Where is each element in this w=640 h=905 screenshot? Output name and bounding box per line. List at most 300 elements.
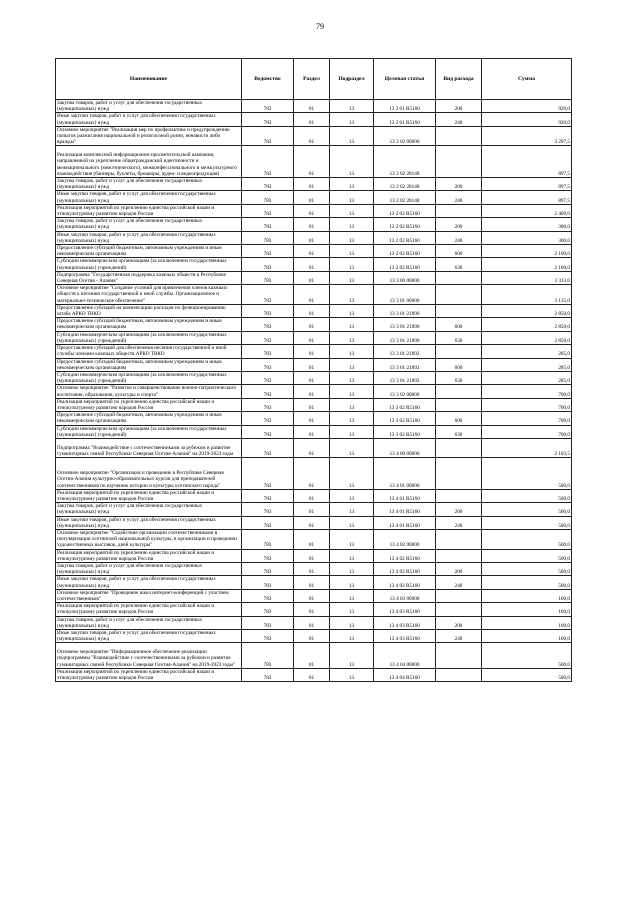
cell-name: Субсидии некоммерческим организациям (за исключением государственных (муниципальных) учреждений) [56,331,242,344]
cell-pr: 13 [330,146,374,178]
cell-rz: 01 [294,603,330,616]
cell-pr: 13 [330,629,374,642]
header-name: Наименование [56,59,242,100]
cell-ved: 783 [242,204,294,217]
cell-name: Основное мероприятие "Создание условий для привлечения членов казачьих обществ к несению государственной и иной службы. Организационное и материально-техническое обеспечение" [56,285,242,305]
cell-vr: 240 [436,113,482,126]
cell-cs: 13 2 01 R5160 [374,100,436,113]
cell-pr: 13 [330,113,374,126]
cell-pr: 13 [330,245,374,258]
table-row [56,126,572,146]
cell-sum: 100,0 [482,629,572,642]
cell-name: Основное мероприятие "Реализация мер по профилактике и предупреждению попыток разжигания национальной и религиозной розни, ненависти либо вражды" [56,126,242,146]
cell-ved: 783 [242,562,294,575]
cell-pr: 13 [330,603,374,616]
cell-pr: 13 [330,516,374,529]
cell-name: Закупка товаров, работ и услуг для обеспечения государственных (муниципальных) нужд [56,616,242,629]
cell-ved: 783 [242,629,294,642]
cell-vr: 630 [436,371,482,384]
cell-cs: 13 3 01 21890 [374,331,436,344]
cell-ved: 783 [242,438,294,457]
cell-ved: 783 [242,304,294,317]
table-row [56,412,572,425]
cell-name: Основное мероприятие "Проведение школ интернет-конференций с участием соотечественников" [56,589,242,602]
cell-ved: 783 [242,218,294,231]
cell-name: Реализация мероприятий по укреплению единства российской нации и этнокультурному развитию народов России [56,603,242,616]
cell-vr: 200 [436,178,482,191]
cell-sum: 2 850,0 [482,318,572,331]
cell-cs: 13 2 02 R5160 [374,231,436,244]
cell-rz: 01 [294,318,330,331]
cell-vr: 600 [436,318,482,331]
cell-vr: 600 [436,245,482,258]
cell-sum: 500,0 [482,503,572,516]
cell-cs: 13 4 02 00000 [374,529,436,549]
cell-ved: 783 [242,178,294,191]
cell-name: Иные закупки товаров, работ и услуг для обеспечения государственных (муниципальных) нужд [56,629,242,642]
cell-cs: 13 3 01 21890 [374,318,436,331]
header-podrazdel: Подраздел [330,59,374,100]
cell-name: Предоставление субсидий бюджетным, автономным учреждениям и иным некоммерческим организациям [56,358,242,371]
cell-cs: 13 3 01 00000 [374,285,436,305]
cell-name: Предоставление субсидий бюджетным, автономным учреждениям и иным некоммерческим организациям [56,245,242,258]
cell-ved: 783 [242,458,294,490]
cell-pr: 13 [330,331,374,344]
cell-rz: 01 [294,529,330,549]
cell-sum: 700,0 [482,385,572,398]
cell-cs: 13 4 02 R5160 [374,549,436,562]
cell-cs: 13 3 01 21890 [374,304,436,317]
cell-rz: 01 [294,178,330,191]
cell-sum: 100,0 [482,589,572,602]
cell-sum: 700,0 [482,412,572,425]
cell-vr [436,204,482,217]
cell-ved: 783 [242,616,294,629]
budget-table [55,58,572,682]
cell-pr: 13 [330,549,374,562]
cell-sum: 700,0 [482,398,572,411]
cell-ved: 783 [242,603,294,616]
cell-pr: 13 [330,258,374,271]
cell-ved: 783 [242,425,294,438]
table-row [56,331,572,344]
cell-cs: 13 4 01 R5160 [374,489,436,502]
table-row [56,218,572,231]
cell-name: Подпрограмма "Взаимодействие с соотечественниками за рубежом и развитие гуманитарных связей Республики Северная Осетия-Алания" на 2019-2023 годы [56,438,242,457]
cell-sum: 500,0 [482,668,572,681]
table-body [56,100,572,682]
cell-rz: 01 [294,438,330,457]
cell-cs: 13 3 01 21892 [374,371,436,384]
cell-sum: 3 333,0 [482,271,572,284]
cell-cs: 13 3 02 R5160 [374,412,436,425]
cell-sum: 500,0 [482,562,572,575]
cell-sum: 920,0 [482,100,572,113]
cell-vr [436,146,482,178]
table-row [56,438,572,457]
cell-rz: 01 [294,126,330,146]
table-row [56,113,572,126]
cell-rz: 01 [294,668,330,681]
cell-cs: 13 4 03 R5160 [374,629,436,642]
cell-cs: 13 4 04 00000 [374,643,436,668]
cell-vr [436,489,482,502]
cell-sum: 285,0 [482,345,572,358]
cell-sum: 3 135,0 [482,285,572,305]
cell-cs: 13 2 02 R5160 [374,218,436,231]
cell-cs: 13 2 02 28148 [374,146,436,178]
cell-sum: 700,0 [482,425,572,438]
cell-name: Субсидии некоммерческим организациям (за исключением государственных (муниципальных) учреждений) [56,425,242,438]
cell-ved: 783 [242,345,294,358]
cell-vr: 240 [436,191,482,204]
table-row [56,489,572,502]
cell-cs: 13 4 01 00000 [374,458,436,490]
cell-vr: 240 [436,576,482,589]
cell-ved: 783 [242,489,294,502]
table-row [56,629,572,642]
cell-vr [436,398,482,411]
cell-ved: 783 [242,191,294,204]
cell-pr: 13 [330,489,374,502]
cell-vr [436,549,482,562]
table-row [56,603,572,616]
cell-sum: 500,0 [482,576,572,589]
table-row [56,271,572,284]
cell-pr: 13 [330,643,374,668]
cell-rz: 01 [294,231,330,244]
cell-name: Субсидии некоммерческим организациям (за исключением государственных (муниципальных) учреждений) [56,371,242,384]
cell-pr: 13 [330,191,374,204]
cell-sum: 897,5 [482,191,572,204]
page-number: 79 [316,22,324,31]
cell-vr [436,345,482,358]
cell-rz: 01 [294,245,330,258]
cell-name: Иные закупки товаров, работ и услуг для обеспечения государственных (муниципальных) нужд [56,113,242,126]
cell-sum: 300,0 [482,218,572,231]
table-row [56,285,572,305]
cell-vr: 600 [436,358,482,371]
header-razdel: Раздел [294,59,330,100]
cell-ved: 783 [242,231,294,244]
cell-ved: 783 [242,285,294,305]
cell-sum: 3 297,5 [482,126,572,146]
cell-vr [436,668,482,681]
cell-vr: 200 [436,218,482,231]
cell-rz: 01 [294,204,330,217]
cell-sum: 100,0 [482,603,572,616]
cell-vr [436,603,482,616]
header-ved: Ведомство [242,59,294,100]
cell-vr [436,458,482,490]
cell-pr: 13 [330,285,374,305]
table-row [56,576,572,589]
table-row [56,100,572,113]
cell-cs: 13 4 01 R5160 [374,516,436,529]
cell-vr [436,271,482,284]
cell-pr: 13 [330,345,374,358]
table-row [56,425,572,438]
cell-rz: 01 [294,643,330,668]
cell-ved: 783 [242,100,294,113]
cell-name: Реализация мероприятий по укреплению единства российской нации и этнокультурному развитию народов России [56,204,242,217]
table-row [56,258,572,271]
cell-ved: 783 [242,371,294,384]
cell-name: Подпрограмма "Государственная поддержка казачьих обществ в Республике Северная Осетия - Алания" [56,271,242,284]
cell-ved: 783 [242,589,294,602]
cell-rz: 01 [294,358,330,371]
cell-vr: 240 [436,629,482,642]
cell-rz: 01 [294,345,330,358]
cell-rz: 01 [294,113,330,126]
cell-vr: 630 [436,331,482,344]
cell-name: Закупка товаров, работ и услуг для обеспечения государственных (муниципальных) нужд [56,562,242,575]
cell-sum: 2 400,0 [482,204,572,217]
cell-pr: 13 [330,218,374,231]
cell-name: Основное мероприятие "Развитие и совершенствование военно-патриотического воспитания, образования, культуры и спорта" [56,385,242,398]
table-row [56,529,572,549]
cell-rz: 01 [294,489,330,502]
cell-sum: 2 103,5 [482,438,572,457]
cell-vr [436,385,482,398]
cell-pr: 13 [330,616,374,629]
cell-rz: 01 [294,425,330,438]
cell-rz: 01 [294,100,330,113]
cell-sum: 2 850,0 [482,304,572,317]
cell-rz: 01 [294,549,330,562]
table-row [56,385,572,398]
cell-pr: 13 [330,385,374,398]
cell-sum: 500,0 [482,549,572,562]
cell-ved: 783 [242,668,294,681]
cell-cs: 13 2 02 28148 [374,191,436,204]
cell-pr: 13 [330,529,374,549]
cell-name: Реализация мероприятий по укреплению единства российской нации и этнокультурному развитию народов России [56,668,242,681]
cell-cs: 13 3 02 R5160 [374,425,436,438]
table-row [56,358,572,371]
cell-name: Реализация мероприятий по укреплению единства российской нации и этнокультурному развитию народов России [56,489,242,502]
cell-rz: 01 [294,385,330,398]
cell-vr: 200 [436,562,482,575]
table-row [56,398,572,411]
cell-vr [436,438,482,457]
cell-pr: 13 [330,271,374,284]
cell-name: Предоставление субсидий бюджетным, автономным учреждениям и иным некоммерческим организациям [56,318,242,331]
cell-sum: 285,0 [482,371,572,384]
cell-name: Предоставление субсидий для обеспечения несения государственной и иной службы членами казачьих обществ АРКО ТВКО [56,345,242,358]
table-row [56,458,572,490]
cell-name: Предоставление субсидий бюджетным, автономным учреждениям и иным некоммерческим организациям [56,412,242,425]
cell-vr [436,126,482,146]
cell-sum: 500,0 [482,489,572,502]
table-row [56,304,572,317]
cell-ved: 783 [242,412,294,425]
cell-rz: 01 [294,371,330,384]
table-row [56,371,572,384]
table-row [56,643,572,668]
cell-name: Реализация комплексной информационно-просветительской кампании, направленной на укрепление общегражданской идентичности и межнационального (межэтнического), межконфессионального и межкультурного взаимодействия (баннеры, буклеты, брошюры, аудио- и видеопродукция) [56,146,242,178]
cell-pr: 13 [330,100,374,113]
header-sum: Сумма [482,59,572,100]
cell-cs: 13 3 00 00000 [374,271,436,284]
cell-ved: 783 [242,318,294,331]
table-row [56,345,572,358]
table-row [56,245,572,258]
cell-pr: 13 [330,412,374,425]
cell-name: Субсидии некоммерческим организациям (за исключением государственных (муниципальных) учреждений) [56,258,242,271]
cell-pr: 13 [330,668,374,681]
cell-rz: 01 [294,629,330,642]
cell-sum: 500,0 [482,516,572,529]
cell-ved: 783 [242,516,294,529]
cell-rz: 01 [294,331,330,344]
cell-rz: 01 [294,191,330,204]
cell-ved: 783 [242,331,294,344]
cell-ved: 783 [242,245,294,258]
cell-cs: 13 3 02 R5160 [374,398,436,411]
table-row [56,589,572,602]
cell-name: Реализация мероприятий по укреплению единства российской нации и этнокультурному развитию народов России [56,549,242,562]
cell-ved: 783 [242,529,294,549]
cell-sum: 897,5 [482,146,572,178]
cell-rz: 01 [294,258,330,271]
cell-cs: 13 4 04 R5160 [374,668,436,681]
cell-rz: 01 [294,516,330,529]
cell-cs: 13 4 02 R5160 [374,576,436,589]
header-cs: Целевая статья [374,59,436,100]
cell-ved: 783 [242,126,294,146]
cell-vr: 200 [436,100,482,113]
cell-ved: 783 [242,398,294,411]
cell-name: Закупка товаров, работ и услуг для обеспечения государственных (муниципальных) нужд [56,218,242,231]
cell-pr: 13 [330,438,374,457]
table-row [56,668,572,681]
cell-name: Основное мероприятие "Содействие организации соотечественниками в популяризации осетинской национальной культуры, в организации и проведении художественных выставок, дней культуры" [56,529,242,549]
table-row [56,191,572,204]
cell-sum: 920,0 [482,113,572,126]
cell-cs: 13 3 01 21892 [374,358,436,371]
cell-ved: 783 [242,576,294,589]
cell-rz: 01 [294,412,330,425]
header-vr: Вид расхода [436,59,482,100]
table-row [56,146,572,178]
cell-sum: 500,0 [482,458,572,490]
cell-name: Иные закупки товаров, работ и услуг для обеспечения государственных (муниципальных) нужд [56,231,242,244]
cell-vr: 200 [436,616,482,629]
cell-sum: 500,0 [482,529,572,549]
cell-pr: 13 [330,358,374,371]
cell-cs: 13 3 02 00000 [374,385,436,398]
table-row [56,549,572,562]
cell-pr: 13 [330,425,374,438]
cell-ved: 783 [242,258,294,271]
cell-rz: 01 [294,146,330,178]
cell-pr: 13 [330,576,374,589]
cell-rz: 01 [294,304,330,317]
cell-cs: 13 2 02 R5160 [374,258,436,271]
cell-cs: 13 4 00 00000 [374,438,436,457]
cell-pr: 13 [330,398,374,411]
cell-sum: 285,0 [482,358,572,371]
cell-pr: 13 [330,204,374,217]
table-row [56,503,572,516]
cell-ved: 783 [242,643,294,668]
cell-vr [436,589,482,602]
cell-rz: 01 [294,218,330,231]
cell-vr: 200 [436,503,482,516]
cell-pr: 13 [330,231,374,244]
cell-rz: 01 [294,503,330,516]
table-row [56,231,572,244]
cell-vr [436,285,482,305]
cell-sum: 897,5 [482,178,572,191]
table-row [56,562,572,575]
table-header-row [56,59,572,100]
cell-cs: 13 4 03 R5160 [374,603,436,616]
cell-ved: 783 [242,358,294,371]
cell-name: Иные закупки товаров, работ и услуг для обеспечения государственных (муниципальных) нужд [56,191,242,204]
cell-name: Закупка товаров, работ и услуг для обеспечения государственных (муниципальных) нужд [56,100,242,113]
cell-name: Основное мероприятие "Организация и проведение в Республике Северная Осетия-Алания культурно-образовательных курсов для преподавателей соотечественников по изучению истории и культуры осетинского народа" [56,458,242,490]
cell-name: Реализация мероприятий по укреплению единства российской нации и этнокультурному развитию народов России [56,398,242,411]
cell-rz: 01 [294,398,330,411]
cell-cs: 13 2 02 R5160 [374,245,436,258]
cell-ved: 783 [242,385,294,398]
cell-name: Предоставление субсидий на компенсацию расходов по функционированию штаба АРКО ТВКО [56,304,242,317]
cell-name: Закупка товаров, работ и услуг для обеспечения государственных (муниципальных) нужд [56,503,242,516]
cell-sum: 2 100,0 [482,258,572,271]
cell-cs: 13 2 02 R5160 [374,204,436,217]
cell-vr: 240 [436,231,482,244]
cell-pr: 13 [330,458,374,490]
cell-sum: 300,0 [482,231,572,244]
cell-vr: 630 [436,258,482,271]
cell-rz: 01 [294,562,330,575]
cell-name: Основное мероприятие "Информационное обеспечение реализации подпрограммы "Взаимодействие с соотечественниками за рубежом и развитие гуманитарных связей Республики Северная Осетия-Алания" на 2019-2023 годы" [56,643,242,668]
cell-pr: 13 [330,503,374,516]
cell-vr [436,304,482,317]
cell-pr: 13 [330,589,374,602]
cell-pr: 13 [330,371,374,384]
cell-rz: 01 [294,616,330,629]
cell-cs: 13 2 01 R5160 [374,113,436,126]
cell-rz: 01 [294,285,330,305]
cell-ved: 783 [242,113,294,126]
cell-vr [436,643,482,668]
table-row [56,204,572,217]
cell-name: Закупка товаров, работ и услуг для обеспечения государственных (муниципальных) нужд [56,178,242,191]
cell-name: Иные закупки товаров, работ и услуг для обеспечения государственных (муниципальных) нужд [56,576,242,589]
table-row [56,616,572,629]
cell-vr: 240 [436,516,482,529]
cell-rz: 01 [294,458,330,490]
cell-rz: 01 [294,271,330,284]
cell-name: Иные закупки товаров, работ и услуг для обеспечения государственных (муниципальных) нужд [56,516,242,529]
table-row [56,178,572,191]
cell-vr: 600 [436,412,482,425]
cell-sum: 2 850,0 [482,331,572,344]
cell-cs: 13 4 03 00000 [374,589,436,602]
cell-rz: 01 [294,576,330,589]
cell-sum: 500,0 [482,643,572,668]
table-row [56,318,572,331]
cell-cs: 13 4 03 R5160 [374,616,436,629]
cell-vr: 630 [436,425,482,438]
cell-cs: 13 4 01 R5160 [374,503,436,516]
cell-pr: 13 [330,562,374,575]
cell-cs: 13 2 02 00000 [374,126,436,146]
cell-rz: 01 [294,589,330,602]
